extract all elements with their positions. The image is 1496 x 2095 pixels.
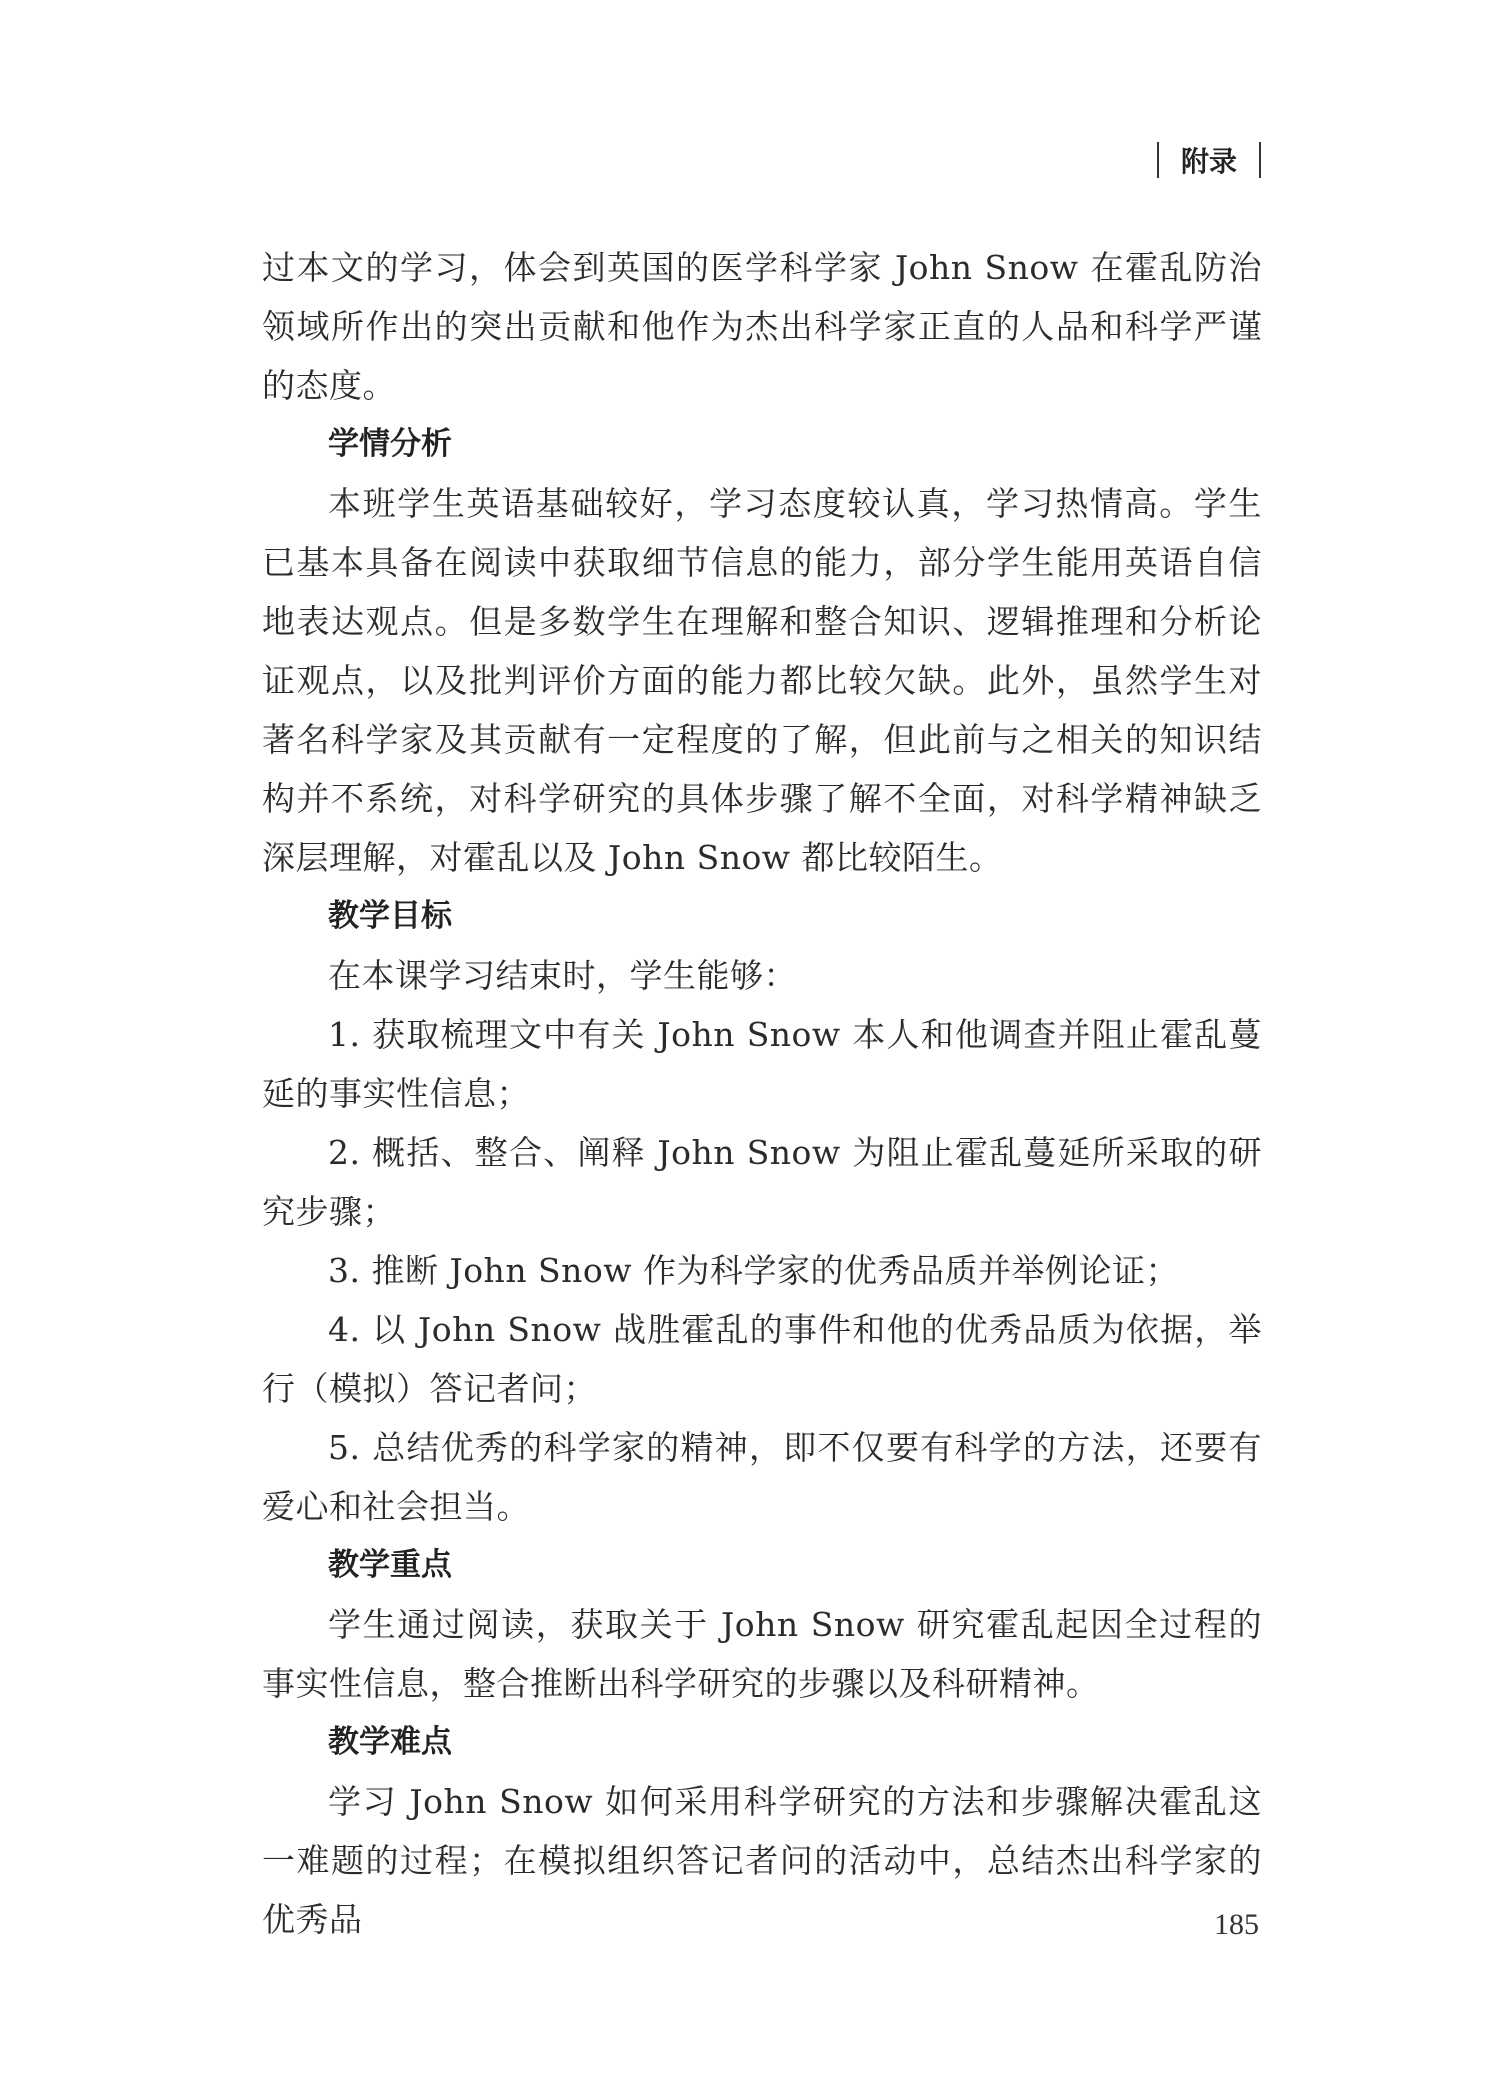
page-number: 185: [1214, 1908, 1259, 1941]
objective-2: 2. 概括、整合、阐释 John Snow 为阻止霍乱蔓延所采取的研究步骤；: [262, 1133, 1262, 1231]
teaching-difficulty-paragraph: 学习 John Snow 如何采用科学研究的方法和步骤解决霍乱这一难题的过程；在模拟组织答记者问的活动中，总结杰出科学家的优秀品: [262, 1782, 1262, 1939]
heading-teaching-focus: 教学重点: [328, 1547, 452, 1583]
left-rule: [1157, 142, 1159, 178]
right-rule: [1259, 142, 1261, 178]
heading-teaching-difficulty: 教学难点: [328, 1724, 452, 1760]
running-head: [1157, 140, 1261, 180]
section-title: 附录: [1180, 145, 1237, 178]
objectives-intro: 在本课学习结束时，学生能够：: [328, 956, 797, 995]
objective-4: 4. 以 John Snow 战胜霍乱的事件和他的优秀品质为依据，举行（模拟）答记者问；: [262, 1310, 1262, 1408]
teaching-focus-paragraph: 学生通过阅读，获取关于 John Snow 研究霍乱起因全过程的事实性信息，整合推断出科学研究的步骤以及科研精神。: [262, 1605, 1262, 1703]
objective-1: 1. 获取梳理文中有关 John Snow 本人和他调查并阻止霍乱蔓延的事实性信息；: [262, 1015, 1262, 1113]
intro-paragraph: 过本文的学习，体会到英国的医学科学家 John Snow 在霍乱防治领域所作出的突出贡献和他作为杰出科学家正直的人品和科学严谨的态度。: [262, 248, 1262, 405]
objective-3: 3. 推断 John Snow 作为科学家的优秀品质并举例论证；: [328, 1251, 1180, 1290]
objective-5: 5. 总结优秀的科学家的精神，即不仅要有科学的方法，还要有爱心和社会担当。: [262, 1428, 1262, 1526]
heading-teaching-objectives: 教学目标: [328, 898, 452, 934]
heading-student-analysis: 学情分析: [328, 426, 452, 462]
student-analysis-paragraph: 本班学生英语基础较好，学习态度较认真，学习热情高。学生已基本具备在阅读中获取细节信息的能力，部分学生能用英语自信地表达观点。但是多数学生在理解和整合知识、逻辑推理和分析论证观点，以及批判评价方面的能力都比较欠缺。此外，虽然学生对著名科学家及其贡献有一定程度的了解，但此前与之相关的知识结构并不系统，对科学研究的具体步骤了解不全面，对科学精神缺乏深层理解，对霍乱以及 John Snow 都比较陌生。: [262, 484, 1262, 877]
page-body: [262, 238, 1262, 1949]
